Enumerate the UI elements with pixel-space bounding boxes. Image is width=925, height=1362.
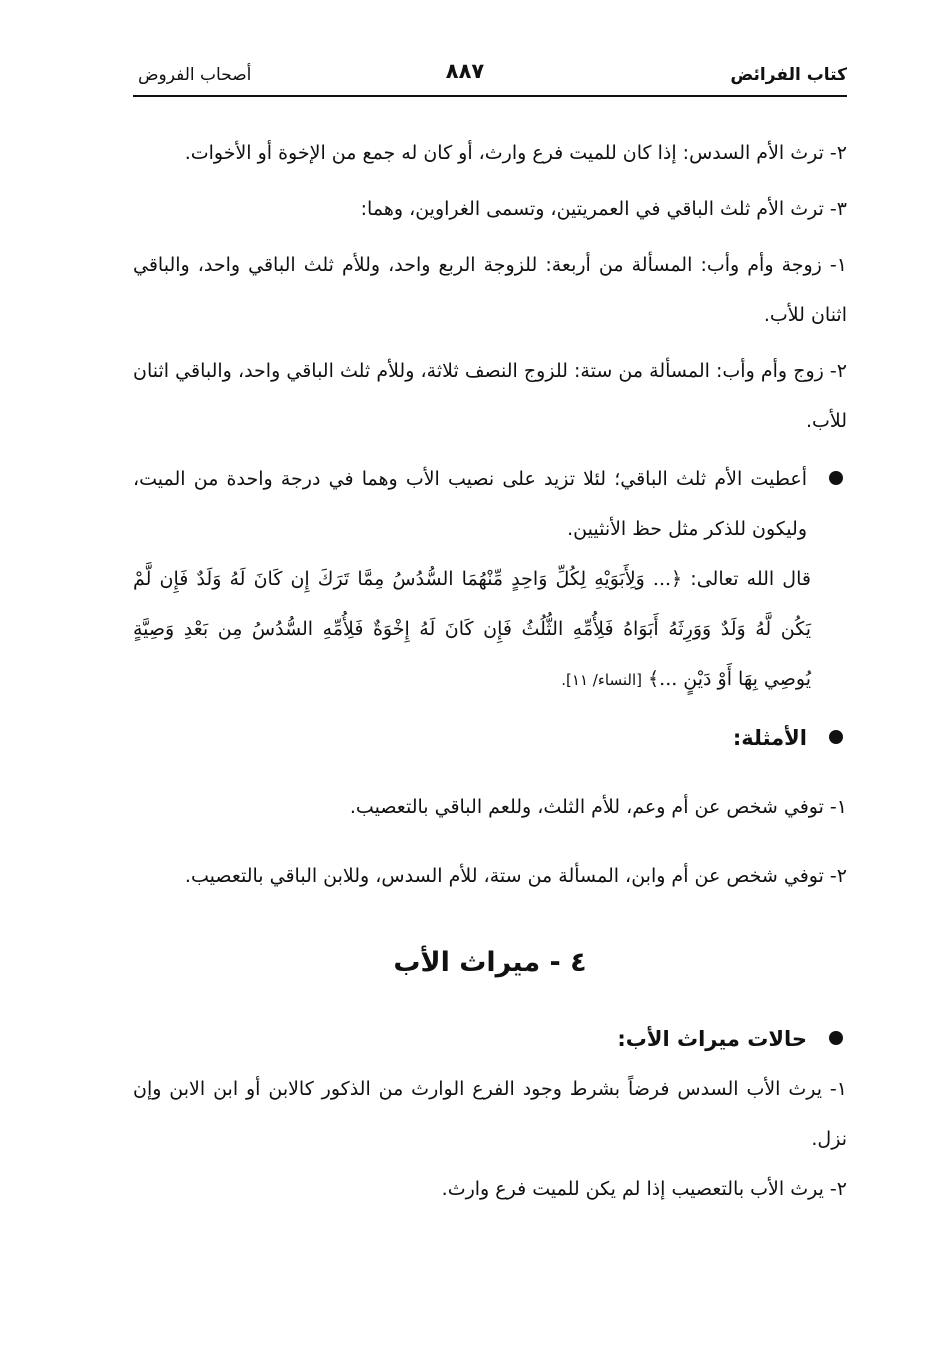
quote-reference: [النساء/ ١١]. xyxy=(561,671,642,689)
example-1: ١- توفي شخص عن أم وعم، للأم الثلث، وللعم الباقي بالتعصيب. xyxy=(349,796,847,818)
bullet-item-reason xyxy=(133,454,847,554)
paragraph-case-husband: ٢- زوج وأم وأب: المسألة من ستة: للزوج النصف ثلاثة، وللأم ثلث الباقي واحد، والباقي اثنان للأب. xyxy=(133,360,847,432)
bullet-item-examples xyxy=(133,713,847,763)
paragraph-case-wife: ١- زوجة وأم وأب: المسألة من أربعة: للزوجة الربع واحد، وللأم ثلث الباقي واحد، والباقي اثنان للأب. xyxy=(133,254,847,326)
bullet-item-father-cases xyxy=(133,1014,847,1064)
page-number: ٨٨٧ xyxy=(445,59,485,83)
running-header-chapter-title: أصحاب الفروض xyxy=(138,65,252,85)
bullet-icon xyxy=(829,471,843,485)
examples-heading: الأمثلة: xyxy=(732,726,807,750)
page-body xyxy=(133,128,847,1214)
header-rule xyxy=(133,95,847,97)
quran-quote xyxy=(133,554,811,705)
father-case-2: ٢- يرث الأب بالتعصيب إذا لم يكن للميت فرع وارث. xyxy=(441,1178,847,1200)
quote-verse: ﴿... وَلِأَبَوَيْهِ لِكُلِّ وَاحِدٍ مِّنْهُمَا السُّدُسُ مِمَّا تَرَكَ إِن كَانَ لَهُ وَلَدٌ فَإِن لَّمْ يَكُن لَّهُ وَلَدٌ وَوَرِثَهُ أَبَوَاهُ فَلِأُمِّهِ الثُّلُثُ فَإِن كَانَ لَهُ إِخْوَةٌ فَلِأُمِّهِ السُّدُسُ مِن بَعْدِ وَصِيَّةٍ يُوصِي بِهَا أَوْ دَيْنٍ ...﴾ xyxy=(133,568,811,690)
paragraph-mother-third-remainder: ٣- ترث الأم ثلث الباقي في العمريتين، وتسمى الغراوين، وهما: xyxy=(360,198,847,220)
example-2: ٢- توفي شخص عن أم وابن، المسألة من ستة، للأم السدس، وللابن الباقي بالتعصيب. xyxy=(184,865,847,887)
running-header-book-title: كتاب الفرائض xyxy=(730,65,847,85)
quote-intro: قال الله تعالى: xyxy=(690,568,811,590)
paragraph-mother-sixth: ٢- ترث الأم السدس: إذا كان للميت فرع وارث، أو كان له جمع من الإخوة أو الأخوات. xyxy=(184,142,847,164)
bullet-text-reason: أعطيت الأم ثلث الباقي؛ لئلا تزيد على نصيب الأب وهما في درجة واحدة من الميت، وليكون للذكر مثل حظ الأنثيين. xyxy=(133,468,807,540)
father-cases-heading: حالات ميراث الأب: xyxy=(617,1027,807,1051)
bullet-icon xyxy=(829,1031,843,1045)
father-case-1: ١- يرث الأب السدس فرضاً بشرط وجود الفرع الوارث من الذكور كالابن أو ابن الابن وإن نزل. xyxy=(133,1078,847,1150)
section-title: ٤ - ميراث الأب xyxy=(393,947,587,978)
bullet-icon xyxy=(829,730,843,744)
